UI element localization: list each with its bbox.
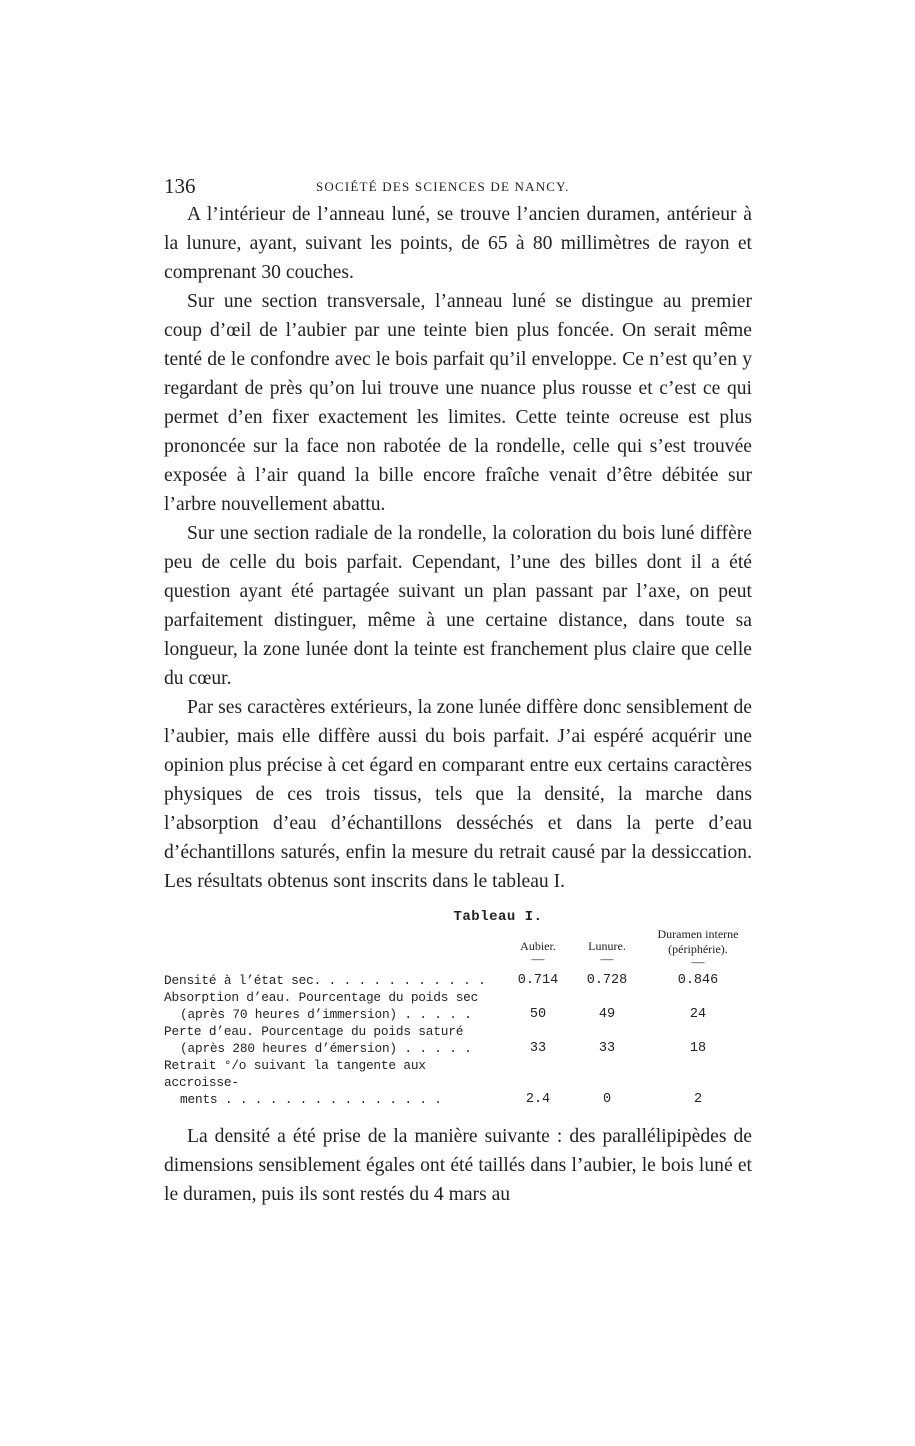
table-header-row (164, 927, 754, 967)
cell-aubier: 2.4 (525, 1092, 551, 1107)
header-aubier-label: Aubier. (520, 939, 556, 953)
running-head (164, 170, 752, 200)
cell-duramen: 18 (689, 1041, 707, 1056)
row-label (164, 1057, 504, 1108)
header-aubier (504, 927, 572, 967)
header-duramen (642, 927, 754, 967)
header-dash: — (691, 954, 705, 969)
header-lunure (572, 927, 642, 967)
table-title: Tableau I. (453, 909, 543, 925)
paragraph: Par ses caractères extérieurs, la zone lunée diffère donc sensiblement de l’aubier, mais elle diffère aussi du bois parfait. J’ai espéré acquérir une opinion plus précise à cet égard en comparant entre eux certains caractères physiques de ces trois tissus, tels que la densité, la marche dans l’absorption d’eau d’échantillons desséchés et dans la perte d’eau d’échantillons saturés, enfin la mesure du retrait causé par la dessiccation. Les résultats obtenus sont inscrits dans le tableau I. (164, 697, 752, 892)
data-table (164, 927, 754, 1108)
row-label-line: Absorption d’eau. Pourcentage du poids sec (164, 990, 479, 1005)
cell-lunure: 0.728 (586, 973, 628, 988)
text-after-table (164, 1122, 752, 1209)
cell-aubier: 0.714 (517, 973, 559, 988)
row-label (164, 989, 504, 1023)
cell-lunure: 49 (598, 1007, 616, 1022)
page-number: 136 (164, 174, 196, 198)
row-label-line: Retrait °/o suivant la tangente aux accroisse- (164, 1058, 426, 1090)
header-dash: — (600, 951, 614, 966)
row-label-continuation: (après 280 heures d’émersion) . . . . . (180, 1041, 472, 1056)
header-blank (164, 927, 504, 967)
row-label-line: Densité à l’état sec. . . . . . . . . . . . (164, 973, 486, 988)
table-row (164, 989, 754, 1023)
cell-duramen: 24 (689, 1007, 707, 1022)
table-row (164, 1023, 754, 1057)
page-content (164, 170, 752, 1209)
table-row (164, 1057, 754, 1108)
paragraph: Sur une section transversale, l’anneau luné se distingue au premier coup d’œil de l’aubier par une teinte bien plus foncée. On serait même tenté de le confondre avec le bois parfait qu’il enveloppe. Ce n’est qu’en y regardant de près qu’on lui trouve une nuance plus rousse et c’est ce qui permet d’en fixer exactement les limites. Cette teinte ocreuse est plus prononcée sur la face non rabotée de la rondelle, celle qui s’est trouvée exposée à l’air quand la bille encore fraîche venait d’être débitée sur l’arbre nouvellement abattu. (164, 291, 752, 515)
row-label (164, 1023, 504, 1057)
table-row (164, 972, 754, 989)
paragraph: A l’intérieur de l’anneau luné, se trouve l’ancien duramen, antérieur à la lunure, ayant, suivant les points, de 65 à 80 millimètres de rayon et comprenant 30 couches. (164, 204, 752, 283)
header-lunure-label: Lunure. (588, 939, 626, 953)
cell-aubier: 50 (529, 1007, 547, 1022)
header-duramen-line2: (périphérie). (668, 942, 728, 956)
running-title: SOCIÉTÉ DES SCIENCES DE NANCY. (316, 179, 570, 194)
cell-duramen: 2 (693, 1092, 703, 1107)
row-label-continuation: ments . . . . . . . . . . . . . . . (180, 1092, 442, 1107)
row-label-continuation: (après 70 heures d’immersion) . . . . . (180, 1007, 472, 1022)
paragraph: La densité a été prise de la manière suivante : des parallélipipèdes de dimensions sensiblement égales ont été taillés dans l’aubier, le bois luné et le duramen, puis ils sont restés du 4 mars au (164, 1126, 752, 1205)
row-label-line: Perte d’eau. Pourcentage du poids saturé (164, 1024, 464, 1039)
header-dash: — (531, 951, 545, 966)
cell-aubier: 33 (529, 1041, 547, 1056)
header-duramen-line1: Duramen interne (657, 927, 739, 941)
cell-duramen: 0.846 (677, 973, 719, 988)
table-block (164, 909, 752, 1108)
cell-lunure: 33 (598, 1041, 616, 1056)
cell-lunure: 0 (602, 1092, 612, 1107)
paragraph: Sur une section radiale de la rondelle, la coloration du bois luné diffère peu de celle du bois parfait. Cependant, l’une des billes dont il a été question ayant été partagée suivant un plan passant par l’axe, on peut parfaitement distinguer, même à une certaine distance, dans toute sa longueur, la zone lunée dont la teinte est franchement plus claire que celle du cœur. (164, 523, 752, 689)
row-label (164, 972, 504, 989)
